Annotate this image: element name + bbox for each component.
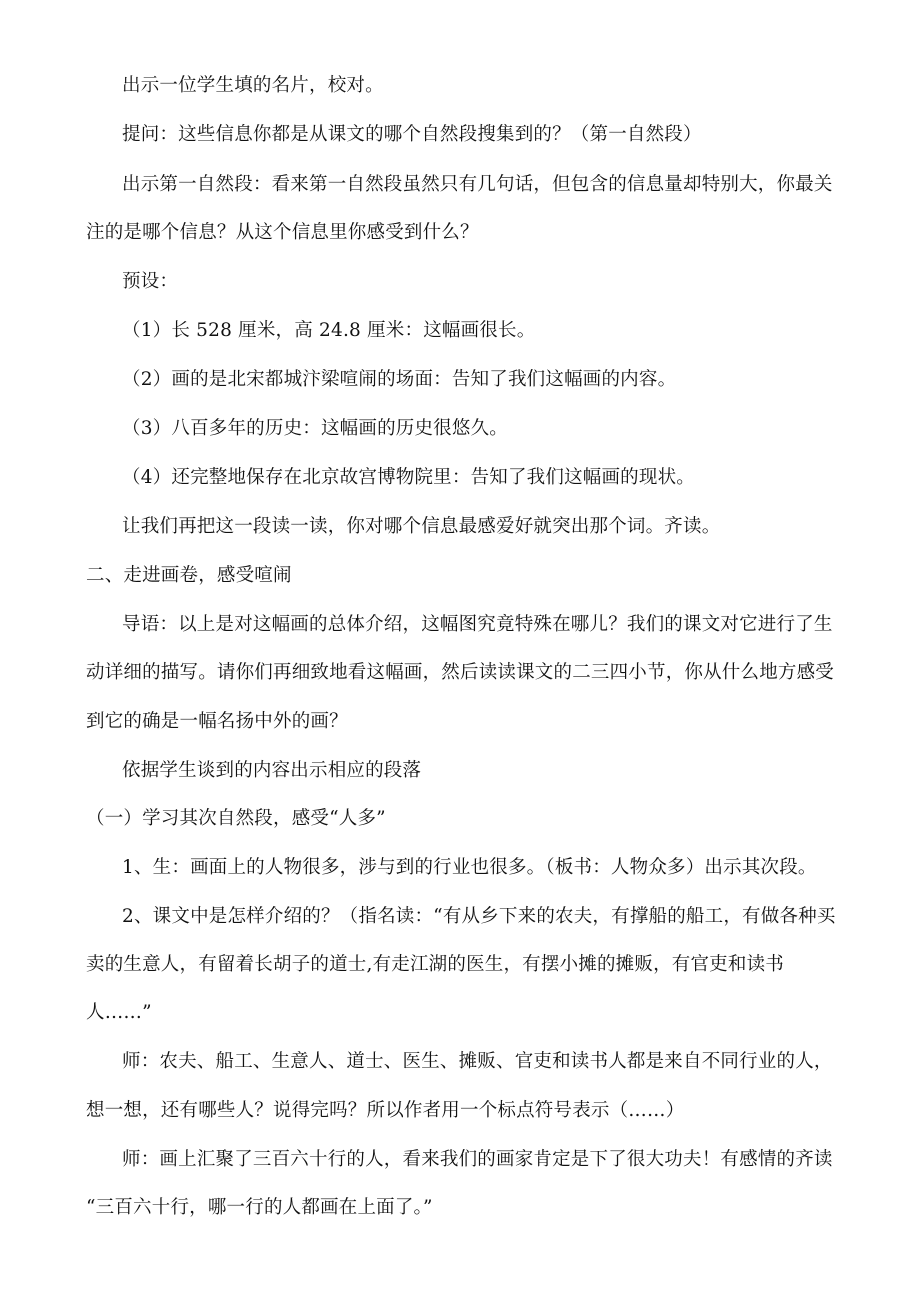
paragraph-intro-line2: 动详细的描写。请你们再细致地看这幅画，然后读读课文的二三四小节，你从什么地方感受 bbox=[86, 662, 835, 683]
paragraph-show-first-line2: 注的是哪个信息？从这个信息里你感受到什么？ bbox=[86, 222, 479, 243]
paragraph-text-line2: 卖的生意人，有留着长胡子的道士,有走江湖的医生，有摆小摊的摊贩，有官吏和读书 bbox=[86, 954, 784, 975]
paragraph-read-again: 让我们再把这一段读一读，你对哪个信息最感爱好就突出那个词。齐读。 bbox=[122, 516, 721, 537]
paragraph-intro-line3: 到它的确是一幅名扬中外的画？ bbox=[86, 711, 348, 732]
paragraph-student-point: 1、生：画面上的人物很多，涉与到的行业也很多。（板书：人物众多）出示其次段。 bbox=[122, 857, 817, 878]
paragraph-show-sections: 依据学生谈到的内容出示相应的段落 bbox=[122, 760, 422, 781]
subsection-heading-1: （一）学习其次自然段，感受“人多” bbox=[86, 808, 386, 829]
paragraph-question: 提问：这些信息你都是从课文的哪个自然段搜集到的？（第一自然段） bbox=[122, 124, 702, 145]
preset-item-2: （2）画的是北宋都城汴梁喧闹的场面：告知了我们这幅画的内容。 bbox=[122, 369, 677, 390]
preset-item-1: （1）长 528 厘米，高 24.8 厘米：这幅画很长。 bbox=[122, 320, 536, 341]
preset-heading: 预设： bbox=[122, 271, 179, 292]
section-heading-2: 二、走进画卷，感受喧闹 bbox=[86, 565, 292, 586]
preset-item-3: （3）八百多年的历史：这幅画的历史很悠久。 bbox=[122, 418, 508, 439]
paragraph-teacher2-line2: “三百六十行，哪一行的人都画在上面了。” bbox=[86, 1197, 433, 1218]
paragraph-show-name-card: 出示一位学生填的名片，校对。 bbox=[122, 75, 384, 96]
paragraph-teacher-line2: 想一想，还有哪些人？说得完吗？所以作者用一个标点符号表示（……） bbox=[86, 1100, 685, 1121]
paragraph-teacher2-line1: 师：画上汇聚了三百六十行的人，看来我们的画家肯定是下了很大功夫！有感情的齐读 bbox=[122, 1149, 833, 1170]
paragraph-text-line3: 人……” bbox=[86, 1002, 152, 1023]
paragraph-text-line1: 2、课文中是怎样介绍的？（指名读：“有从乡下来的农夫，有撑船的船工，有做各种买 bbox=[122, 906, 836, 927]
paragraph-show-first-line1: 出示第一自然段：看来第一自然段虽然只有几句话，但包含的信息量却特别大，你最关 bbox=[122, 174, 833, 195]
paragraph-teacher-line1: 师：农夫、船工、生意人、道士、医生、摊贩、官吏和读书人都是来自不同行业的人， bbox=[122, 1051, 833, 1072]
paragraph-intro-line1: 导语：以上是对这幅画的总体介绍，这幅图究竟特殊在哪儿？我们的课文对它进行了生 bbox=[122, 614, 833, 635]
preset-item-4: （4）还完整地保存在北京故宫博物院里：告知了我们这幅画的现状。 bbox=[122, 467, 695, 488]
